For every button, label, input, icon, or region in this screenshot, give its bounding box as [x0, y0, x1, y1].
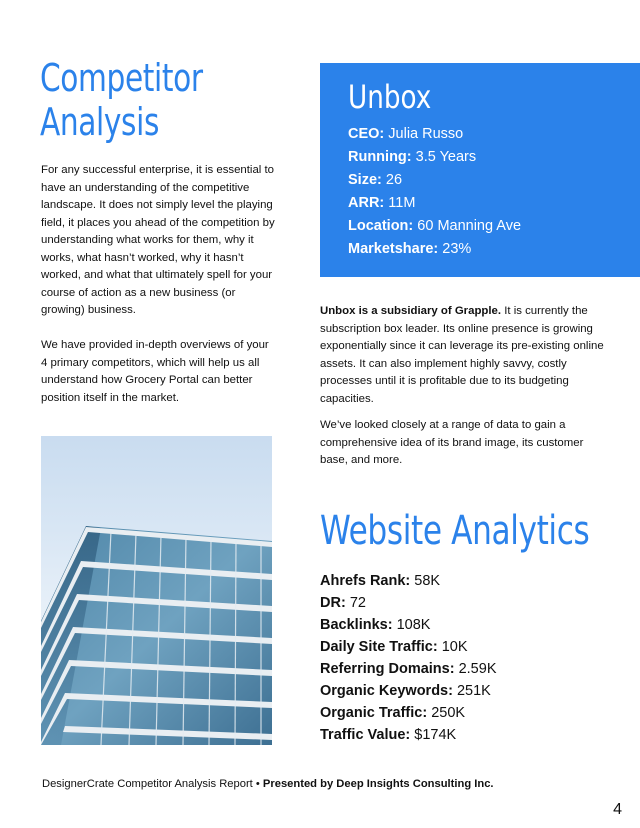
analytics-label: Organic Traffic:: [320, 705, 428, 721]
company-ceo-label: CEO:: [348, 126, 385, 142]
page-title-line-1: Competitor: [40, 56, 203, 100]
description-lead: Unbox is a subsidiary of Grapple.: [320, 305, 502, 317]
analytics-value: 108K: [396, 617, 431, 633]
analytics-label: DR:: [320, 595, 346, 611]
analytics-traffic-value: [320, 724, 620, 746]
company-ceo: [348, 123, 612, 146]
footer-text: DesignerCrate Competitor Analysis Report •: [42, 778, 263, 790]
intro-text: [41, 162, 276, 425]
company-marketshare-label: Marketshare:: [348, 241, 439, 257]
analytics-backlinks: [320, 614, 620, 636]
page-footer: [42, 776, 602, 792]
analytics-label: Daily Site Traffic:: [320, 639, 438, 655]
analytics-value: 58K: [414, 573, 441, 589]
company-description: [320, 303, 610, 479]
analytics-label: Referring Domains:: [320, 661, 455, 677]
intro-paragraph-2: We have provided in-depth overviews of your 4 primary competitors, which will help us all understand how Grocery Portal can better position itself in the market.: [41, 339, 269, 404]
company-running: [348, 146, 612, 169]
analytics-organic-keywords: [320, 680, 620, 702]
company-location-label: Location:: [348, 218, 414, 234]
company-running-value: 3.5 Years: [415, 149, 477, 165]
description-body: It is currently the subscription box leader. Its online presence is growing exponentially since it can leverage its pre-existing online assets. It can also implement highly savvy, costly processes until it is profitable due to its budgeting capacities.: [320, 305, 604, 405]
analytics-value: 251K: [456, 683, 491, 699]
company-size-value: 26: [385, 172, 403, 188]
analytics-value: 250K: [431, 705, 466, 721]
company-size: [348, 169, 612, 192]
description-paragraph-2: We’ve looked closely at a range of data to gain a comprehensive idea of its brand image, its customer base, and more.: [320, 419, 584, 466]
company-ceo-value: Julia Russo: [388, 126, 464, 142]
analytics-daily-site-traffic: [320, 636, 620, 658]
description-paragraph-1: [320, 303, 610, 408]
page-number: 4: [613, 801, 622, 818]
analytics-label: Ahrefs Rank:: [320, 573, 411, 589]
analytics-value: 2.59K: [458, 661, 497, 677]
analytics-label: Organic Keywords:: [320, 683, 453, 699]
company-running-label: Running:: [348, 149, 412, 165]
analytics-title: Website Analytics: [320, 508, 590, 554]
analytics-value: 10K: [441, 639, 468, 655]
company-arr-label: ARR:: [348, 195, 385, 211]
glass-office-building-photo: [41, 436, 272, 745]
company-location: [348, 215, 612, 238]
company-arr: [348, 192, 612, 215]
page-title-line-2: Analysis: [40, 100, 160, 144]
analytics-referring-domains: [320, 658, 620, 680]
analytics-list: [320, 570, 620, 746]
company-name: Unbox: [348, 78, 432, 116]
intro-paragraph-1: For any successful enterprise, it is essential to have an understanding of the competitive landscape. It does not simply level the playing field, it places you ahead of the competition by understanding what works for them, why it works, what hasn’t worked, why it hasn’t worked, and what that ultimately spell for your course of action as a new business (or growing) business.: [41, 164, 275, 316]
company-marketshare: [348, 238, 612, 261]
analytics-value: $174K: [414, 727, 457, 743]
analytics-dr: [320, 592, 620, 614]
footer-presenter: Presented by Deep Insights Consulting Inc.: [262, 778, 494, 790]
analytics-label: Backlinks:: [320, 617, 393, 633]
analytics-value: 72: [349, 595, 366, 611]
page-title: [40, 56, 227, 144]
analytics-organic-traffic: [320, 702, 620, 724]
company-size-label: Size:: [348, 172, 382, 188]
analytics-label: Traffic Value:: [320, 727, 411, 743]
analytics-ahrefs-rank: [320, 570, 620, 592]
company-arr-value: 11M: [388, 195, 416, 211]
company-info-box: [320, 63, 640, 277]
company-location-value: 60 Manning Ave: [417, 218, 522, 234]
company-marketshare-value: 23%: [442, 241, 472, 257]
